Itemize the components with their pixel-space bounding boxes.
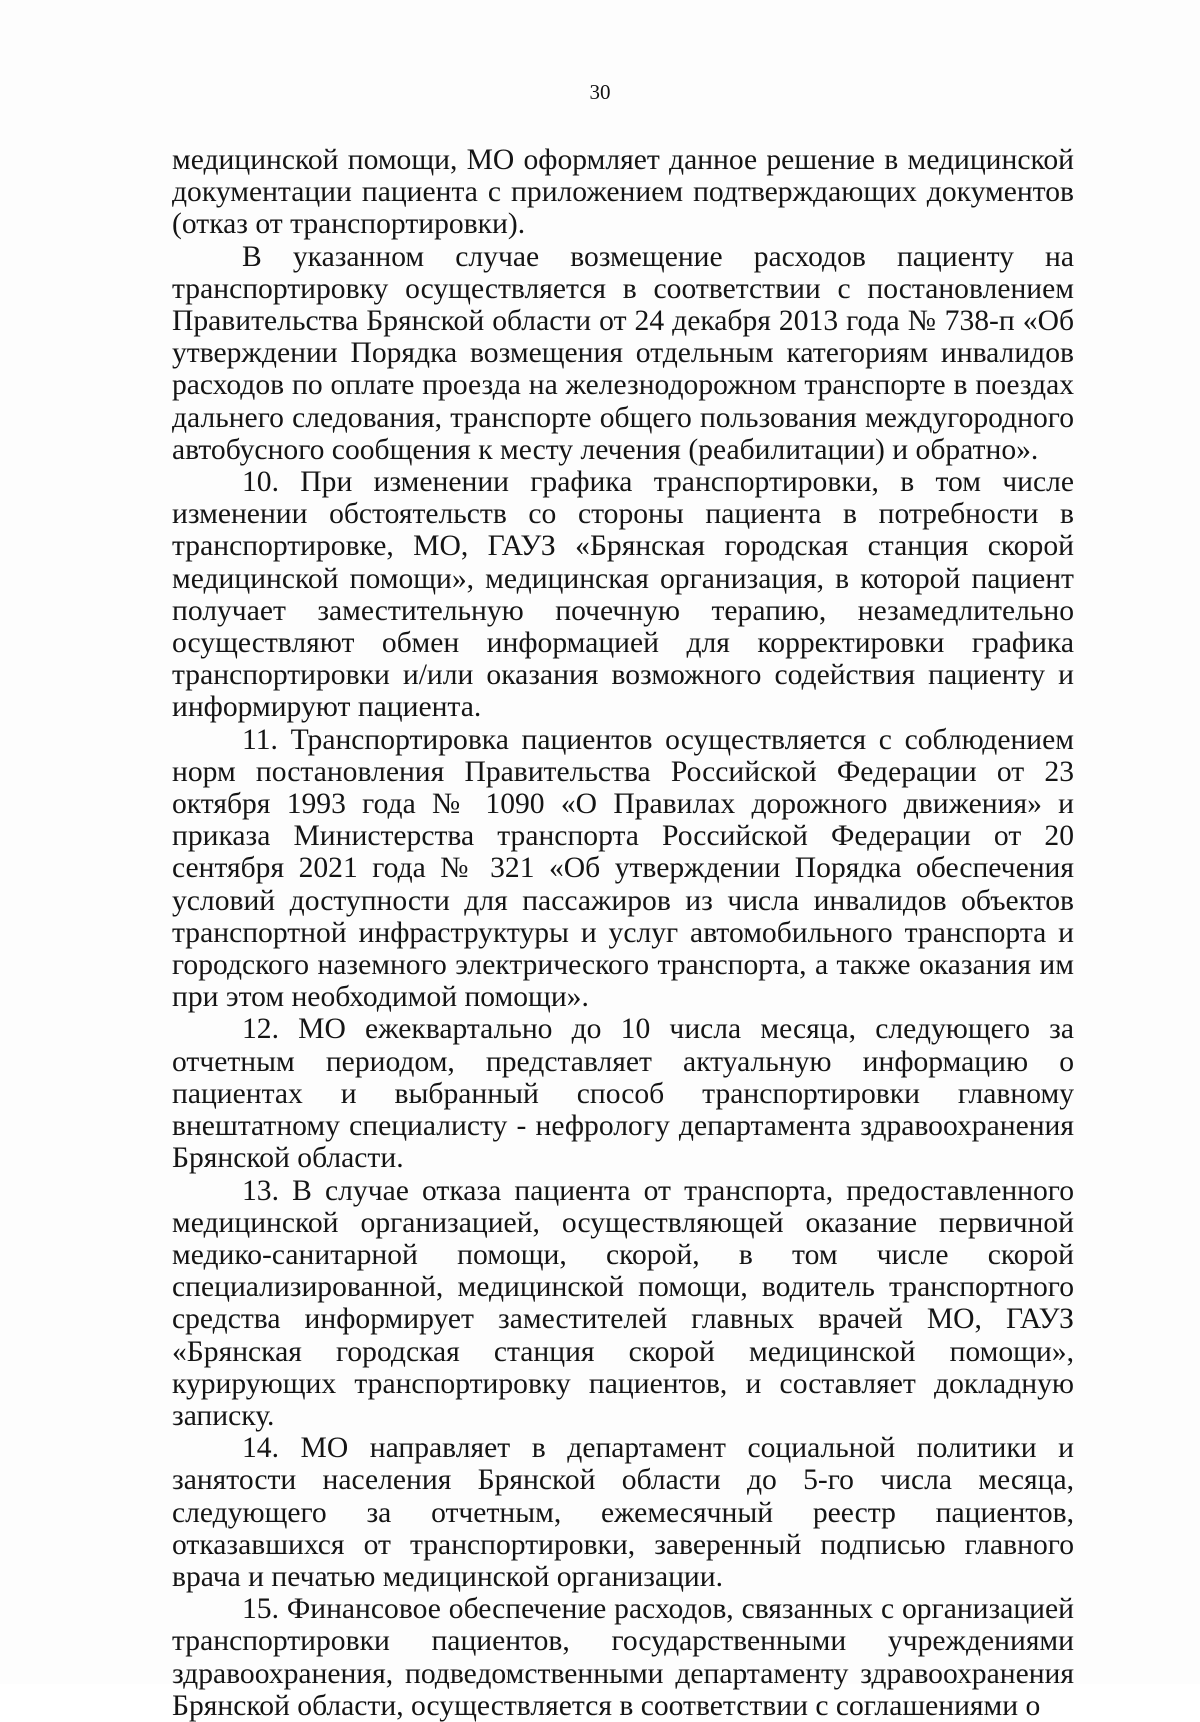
paragraph-11: 11. Транспортировка пациентов осуществляется с соблюдением норм постановления Правительства Российской Федерации от 23 октября 1993 года № 1090 «О Правилах дорожного движения» и приказа Министерства транспорта Российской Федерации от 20 сентября 2021 года № 321 «Об утверждении Порядка обеспечения условий доступности для пассажиров из числа инвалидов объектов транспортной инфраструктуры и услуг автомобильного транспорта и городского наземного электрического транспорта, а также оказания им при этом необходимой помощи».	[172, 723, 1074, 1014]
paragraph-14: 14. МО направляет в департамент социальной политики и занятости населения Брянской области до 5-го числа месяца, следующего за отчетным, ежемесячный реестр пациентов, отказавшихся от транспортировки, заверенный подписью главного врача и печатью медицинской организации.	[172, 1432, 1074, 1593]
paragraph-compensation: В указанном случае возмещение расходов пациенту на транспортировку осуществляется в соответствии с постановлением Правительства Брянской области от 24 декабря 2013 года № 738-п «Об утверждении Порядка возмещения отдельным категориям инвалидов расходов по оплате проезда на железнодорожном транспорте в поездах дальнего следования, транспорте общего пользования междугородного автобусного сообщения к месту лечения (реабилитации) и обратно».	[172, 240, 1074, 466]
paragraph-10: 10. При изменении графика транспортировки, в том числе изменении обстоятельств со стороны пациента в потребности в транспортировке, МО, ГАУЗ «Брянская городская станция скорой медицинской помощи», медицинская организация, в которой пациент получает заместительную почечную терапию, незамедлительно осуществляют обмен информацией для корректировки графика транспортировки и/или оказания возможного содействия пациенту и информируют пациента.	[172, 466, 1074, 724]
paragraph-15: 15. Финансовое обеспечение расходов, связанных с организацией транспортировки пациентов, государственными учреждениями здравоохранения, подведомственными департаменту здравоохранения Брянской области, осуществляется в соответствии с соглашениями о	[172, 1593, 1074, 1722]
page-number: 30	[589, 80, 611, 104]
paragraph-12: 12. МО ежеквартально до 10 числа месяца, следующего за отчетным периодом, представляет актуальную информацию о пациентах и выбранный способ транспортировки главному внештатному специалисту - нефрологу департамента здравоохранения Брянской области.	[172, 1013, 1074, 1175]
paragraph-continuation: медицинской помощи, МО оформляет данное решение в медицинской документации пациента с приложением подтверждающих документов (отказ от транспортировки).	[172, 144, 1074, 241]
paragraph-13: 13. В случае отказа пациента от транспорта, предоставленного медицинской организацией, осуществляющей оказание первичной медико-санитарной помощи, скорой, в том числе скорой специализированной, медицинской помощи, водитель транспортного средства информирует заместителей главных врачей МО, ГАУЗ «Брянская городская станция скорой медицинской помощи», курирующих транспортировку пациентов, и составляет докладную записку.	[172, 1174, 1074, 1432]
document-body	[172, 144, 1074, 1722]
